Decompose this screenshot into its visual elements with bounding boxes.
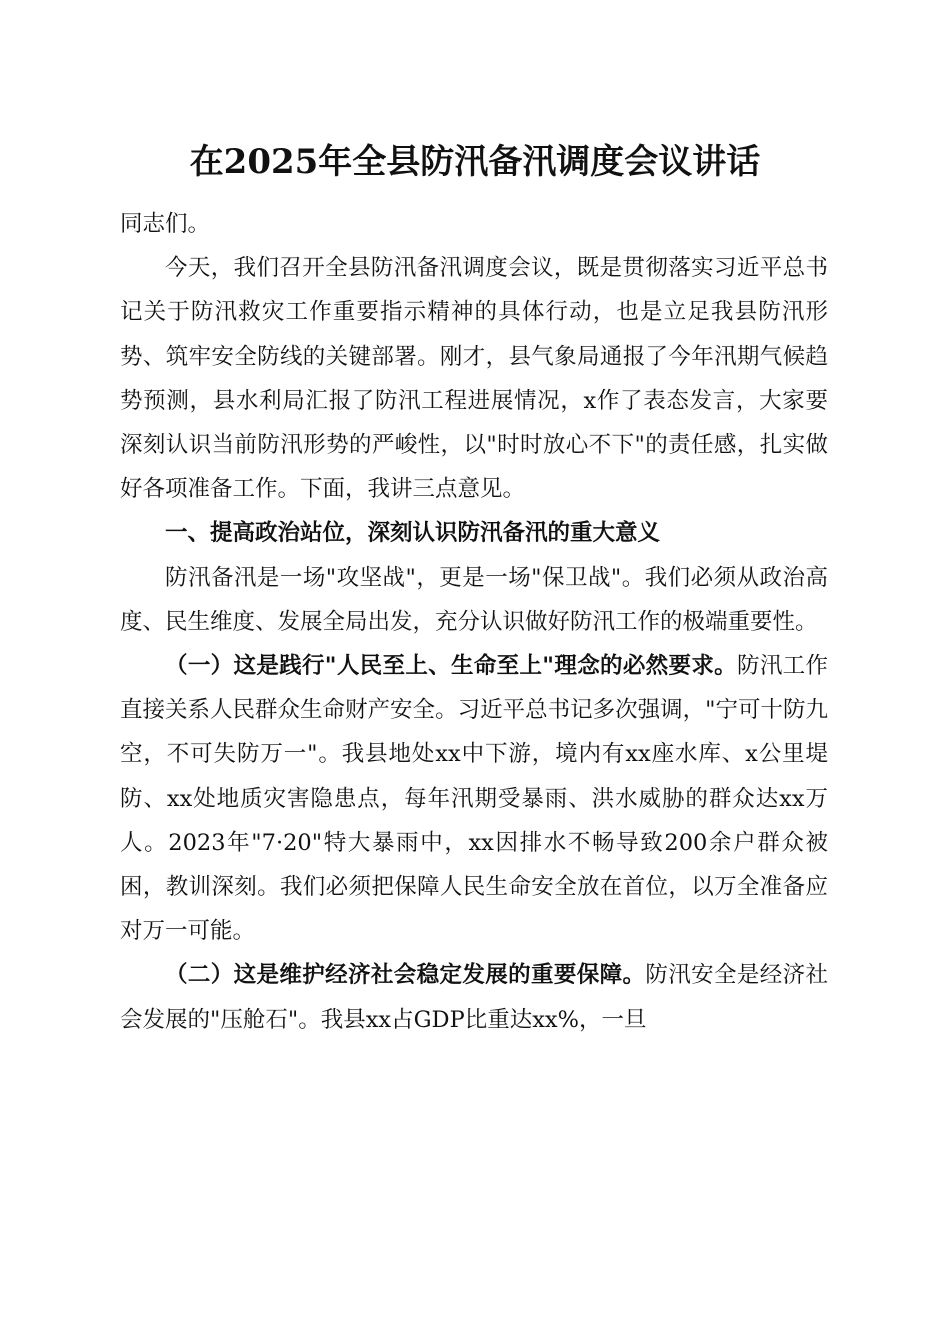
section-1-intro-paragraph: 防汛备汛是一场"攻坚战"，更是一场"保卫战"。我们必须从政治高度、民生维度、发展全局出发，充分认识做好防汛工作的极端重要性。: [120, 564, 828, 635]
point-2-body: 防汛安全是经济社会发展的"压舱石"。我县xx占GDP比重达xx%，一旦: [120, 962, 828, 1033]
document-body: [120, 202, 828, 1042]
section-heading-1: 一、提高政治站位，深刻认识防汛备汛的重大意义: [165, 520, 661, 547]
point-1-heading: （一）这是践行"人民至上、生命至上"理念的必然要求。: [165, 653, 737, 680]
point-1-body: 防汛工作直接关系人民群众生命财产安全。习近平总书记多次强调，"宁可十防九空，不可失防万一"。我县地处xx中下游，境内有xx座水库、x公里堤防、xx处地质灾害隐患点，每年汛期受暴雨、洪水威胁的群众达xx万人。2023年"7·20"特大暴雨中，xx因排水不畅导致200余户群众被困，教训深刻。我们必须把保障人民生命安全放在首位，以万全准备应对万一可能。: [120, 653, 828, 945]
salutation: 同志们。: [120, 211, 211, 237]
point-2-paragraph: [120, 953, 828, 1041]
document-title: 在2025年全县防汛备汛调度会议讲话: [189, 142, 761, 182]
point-1-paragraph: [120, 644, 828, 953]
intro-paragraph: 今天，我们召开全县防汛备汛调度会议，既是贯彻落实习近平总书记关于防汛救灾工作重要指示精神的具体行动，也是立足我县防汛形势、筑牢安全防线的关键部署。刚才，县气象局通报了今年汛期气候趋势预测，县水利局汇报了防汛工程进展情况，x作了表态发言，大家要深刻认识当前防汛形势的严峻性，以"时时放心不下"的责任感，扎实做好各项准备工作。下面，我讲三点意见。: [120, 255, 828, 503]
point-2-heading: （二）这是维护经济社会稳定发展的重要保障。: [165, 962, 646, 989]
